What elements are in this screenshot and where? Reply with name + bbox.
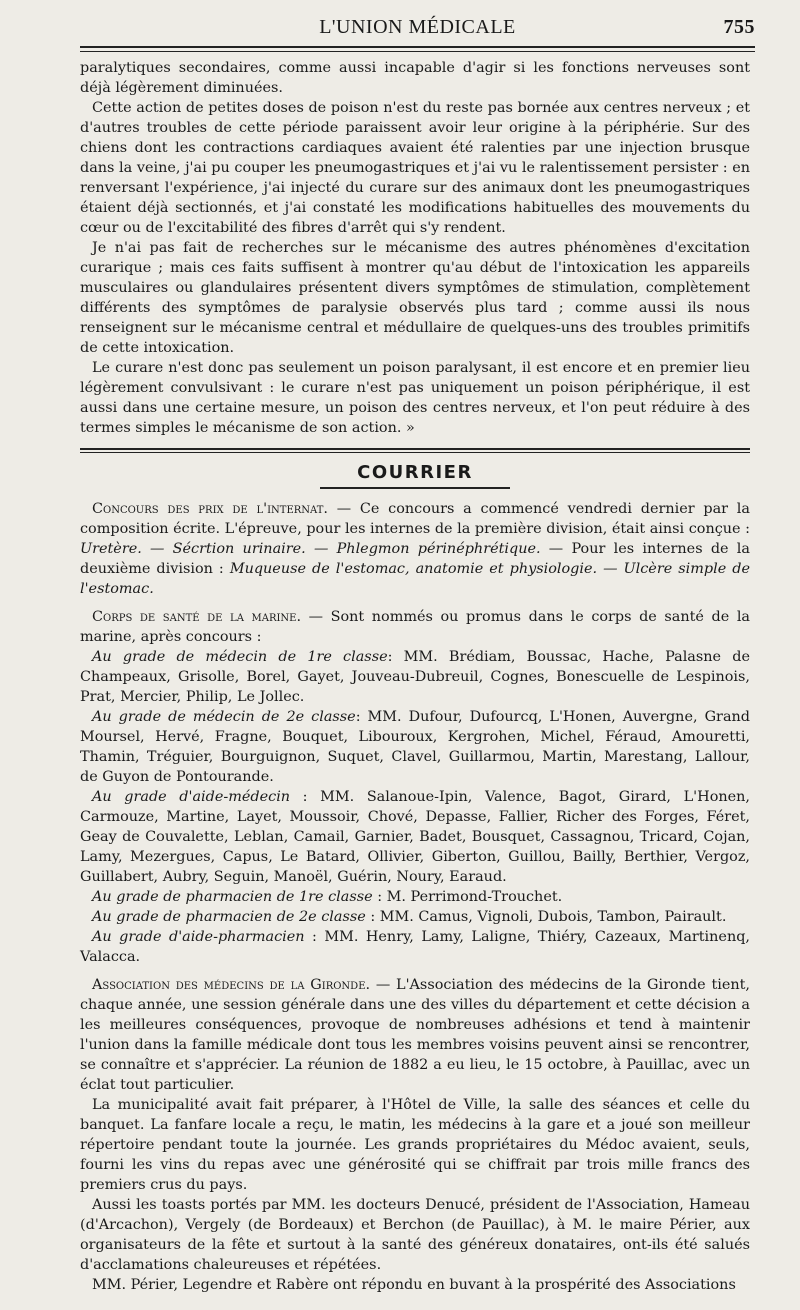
item-heading: Association des médecins de la Gironde. [92, 977, 371, 993]
page-number: 755 [723, 16, 755, 38]
section-underline [320, 487, 510, 489]
grade-entry: Au grade de médecin de 2e classe: MM. Dufour, Dufourcq, L'Honen, Auvergne, Grand Moursel, Hervé, Fragne, Bouquet, Libouroux, Kergrohen, Michel, Féraud, Amouretti, Thamin, Tréguier, Bourguignon, Suquet, Clavel, Guillarmou, Martin, Marestang, Lallour, de Guyon de Pontourande. [80, 709, 750, 785]
grade-entry: Au grade de pharmacien de 1re classe : M. Perrimond-Trouchet. [92, 889, 563, 905]
grade-entry: Au grade de médecin de 1re classe: MM. Brédiam, Boussac, Hache, Palasne de Champeaux, Grisolle, Borel, Gayet, Jouveau-Dubreuil, Cognes, Bonescuelle de Lespinois, Prat, Mercier, Philip, Le Jollec. [80, 649, 750, 705]
paragraph: Je n'ai pas fait de recherches sur le mécanisme des autres phénomènes d'excitation curarique ; mais ces faits suffisent à montrer qu'au début de l'intoxication les appareils musculaires ou glandulaires présentent divers symptômes de stimulation, complètement différents des symptômes de paralysie observés plus tard ; comme aussi ils nous renseignent sur le mécanisme central et médullaire de quelques-uns des troubles primitifs de cette intoxication. [80, 240, 750, 356]
paragraph: Le curare n'est donc pas seulement un poison paralysant, il est encore et en premier lieu légèrement convulsivant : le curare n'est pas uniquement un poison périphérique, il est aussi dans une certaine mesure, un poison des centres nerveux, et l'on peut réduire à des termes simples le mécanisme de son action. » [80, 360, 750, 436]
gironde-item: Association des médecins de la Gironde. — L'Association des médecins de la Gironde tient, chaque année, une session générale dans une des villes du département et cette décision a les meilleures conséquences, provoque de nombreuses adhésions et tend à maintenir l'union dans la famille médicale dont tous les membres voisins peuvent ainsi se rencontrer, se connaître et s'apprécier. La réunion de 1882 a eu lieu, le 15 octobre, à Pauillac, avec un éclat tout particulier. [80, 977, 750, 1093]
paragraph: Cette action de petites doses de poison n'est du reste pas bornée aux centres nerveux ; et d'autres troubles de cette période paraissent avoir leur origine à la périphérie. Sur des chiens dont les contractions cardiaques avaient été ralenties par une injection brusque dans la veine, j'ai pu couper les pneumogastriques et j'ai vu le ralentissement persister : en renversant l'expérience, j'ai injecté du curare sur des animaux dont les pneumogastriques étaient déjà sectionnés, et j'ai constaté les modifications habituelles des mouvements du cœur ou de l'excitabilité des fibres d'arrêt qui s'y rendent. [80, 100, 750, 236]
grade-entry: Au grade d'aide-médecin : MM. Salanoue-Ipin, Valence, Bagot, Girard, L'Honen, Carmouze, Martine, Layet, Moussoir, Chové, Depasse, Fallier, Richer des Forges, Féret, Geay de Couvalette, Leblan, Camail, Garnier, Badet, Bousquet, Cassagnou, Tricard, Cojan, Lamy, Mezergues, Capus, Le Batard, Ollivier, Giberton, Guillou, Bailly, Berthier, Vergoz, Guillabert, Aubry, Seguin, Manoël, Guérin, Noury, Earaud. [80, 789, 750, 885]
section-rule [80, 448, 750, 453]
header-rule [80, 46, 755, 52]
item-heading: Concours des prix de l'internat. [92, 501, 328, 517]
concours-item: Concours des prix de l'internat. — Ce concours a commencé vendredi dernier par la composition écrite. L'épreuve, pour les internes de la première division, était ainsi conçue : Uretère. — Sécrtion urinaire. — Phlegmon périnéphrétique. — Pour les internes de la deuxième division : Muqueuse de l'estomac, anatomie et physiologie. — Ulcère simple de l'estomac. [80, 501, 750, 597]
journal-title: L'UNION MÉDICALE [319, 16, 516, 38]
section-title: COURRIER [357, 462, 473, 483]
paragraph: paralytiques secondaires, comme aussi incapable d'agir si les fonctions nerveuses sont déjà légèrement diminuées. [80, 60, 750, 96]
running-header [80, 14, 755, 44]
item-heading: Corps de santé de la marine. [92, 609, 302, 625]
grade-entry: Au grade de pharmacien de 2e classe : MM. Camus, Vignoli, Dubois, Tambon, Pairault. [92, 909, 727, 925]
article-body [80, 58, 750, 1295]
paragraph: La municipalité avait fait préparer, à l'Hôtel de Ville, la salle des séances et celle du banquet. La fanfare locale a reçu, le matin, les médecins à la gare et a joué son meilleur répertoire pendant toute la journée. Les grands propriétaires du Médoc avaient, seuls, fourni les vins du repas avec une générosité qui se chiffrait par trois mille francs des premiers crus du pays. [80, 1097, 750, 1193]
paragraph: Aussi les toasts portés par MM. les docteurs Denucé, président de l'Association, Hameau (d'Arcachon), Vergely (de Bordeaux) et Berchon (de Pauillac), à M. le maire Périer, aux organisateurs de la fête et surtout à la santé des généreux donataires, ont-ils été salués d'acclamations chaleureuses et répétées. [80, 1197, 750, 1273]
grade-entry: Au grade d'aide-pharmacien : MM. Henry, Lamy, Laligne, Thiéry, Cazeaux, Martinenq, Valacca. [80, 929, 751, 965]
paragraph: MM. Périer, Legendre et Rabère ont répondu en buvant à la prospérité des Associations [92, 1277, 736, 1293]
marine-item: Corps de santé de la marine. — Sont nommés ou promus dans le corps de santé de la marine, après concours : [80, 609, 750, 645]
